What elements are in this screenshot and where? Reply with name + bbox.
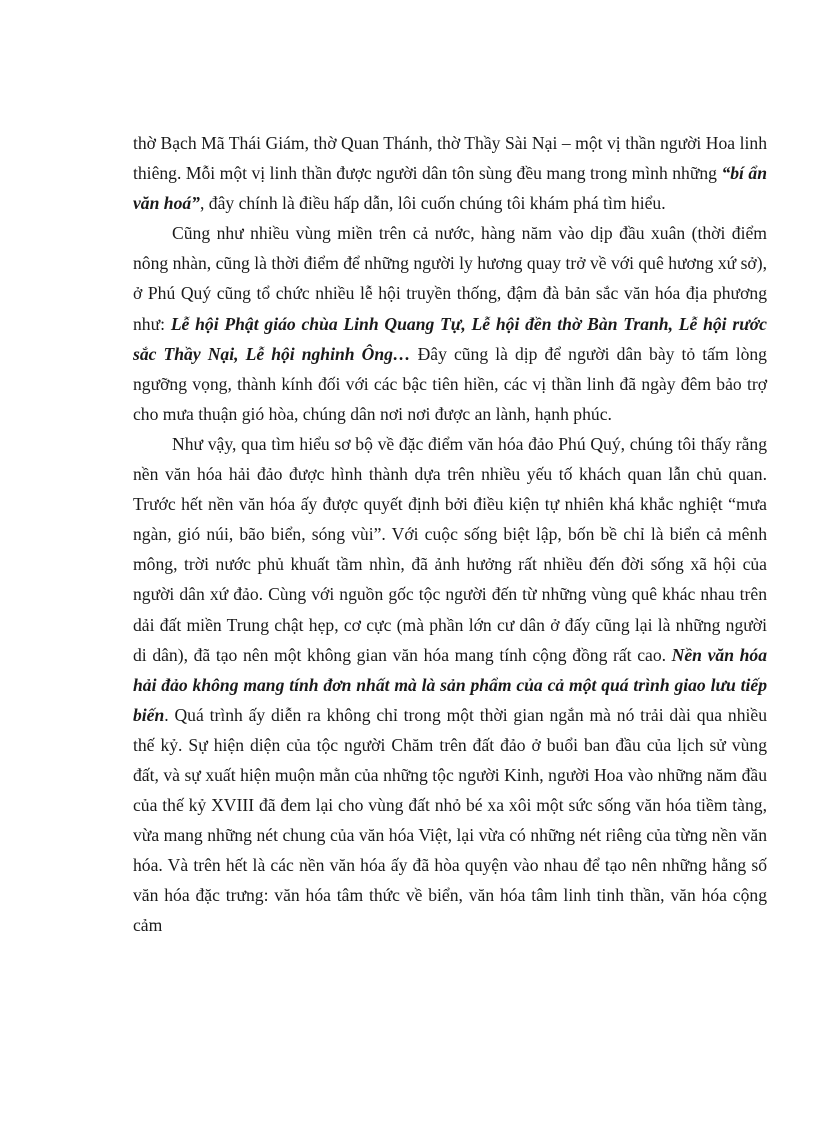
body-text (133, 128, 767, 941)
emphasis-run: “bí ẩn văn hoá” (133, 163, 767, 214)
text-run: Như vậy, qua tìm hiểu sơ bộ về đặc điểm văn hóa đảo Phú Quý, chúng tôi thấy rằng nền văn hóa hải đảo được hình thành dựa trên nhiều yếu tố khách quan lẫn chủ quan. Trước hết nền văn hóa ấy được quyết định bởi điều kiện tự nhiên khá khắc nghiệt “mưa ngàn, gió núi, bão biển, sóng vùi”. Với cuộc sống biệt lập, bốn bề chỉ là biển cả mênh mông, trời nước phủ khuất tầm nhìn, đã ảnh hưởng rất nhiều đến đời sống xã hội của người dân xứ đảo. Cùng với nguồn gốc tộc người đến từ những vùng quê khác nhau trên dải đất miền Trung chật hẹp, cơ cực (mà phần lớn cư dân ở đấy cũng lại là những người di dân), đã tạo nên một không gian văn hóa mang tính cộng đồng rất cao. (133, 433, 767, 665)
text-run: thờ Bạch Mã Thái Giám, thờ Quan Thánh, thờ Thầy Sài Nại – một vị thần người Hoa linh thiêng. Mỗi một vị linh thần được người dân tôn sùng đều mang trong mình những (133, 133, 767, 184)
text-run: Đây cũng là dịp để người dân bày tỏ tấm lòng ngưỡng vọng, thành kính đối với các bậc tiên hiền, các vị thần linh đã ngày đêm bảo trợ cho mưa thuận gió hòa, chúng dân nơi nơi được an lành, hạnh phúc. (133, 343, 767, 424)
emphasis-run: Nền văn hóa hải đảo không mang tính đơn nhất mà là sản phẩm của cả một quá trình giao lưu tiếp biến (133, 644, 767, 725)
emphasis-run: Lễ hội Phật giáo chùa Linh Quang Tự, Lễ hội đền thờ Bàn Tranh, Lễ hội rước sắc Thầy Nại, Lễ hội nghinh Ông… (133, 313, 767, 364)
paragraph-2 (133, 218, 767, 429)
text-run: . Quá trình ấy diễn ra không chỉ trong một thời gian ngắn mà nó trải dài qua nhiều thế kỷ. Sự hiện diện của tộc người Chăm trên đất đảo ở buổi ban đầu của lịch sử vùng đất, và sự xuất hiện muộn mằn của những tộc người Kinh, người Hoa vào những năm đầu của thế kỷ XVIII đã đem lại cho vùng đất nhỏ bé xa xôi một sức sống văn hóa tiềm tàng, vừa mang những nét chung của văn hóa Việt, lại vừa có những nét riêng của từng nền văn hóa. Và trên hết là các nền văn hóa ấy đã hòa quyện vào nhau để tạo nên những hằng số văn hóa đặc trưng: văn hóa tâm thức về biển, văn hóa tâm linh tinh thần, văn hóa cộng cảm (133, 704, 767, 936)
text-run: Cũng như nhiều vùng miền trên cả nước, hàng năm vào dịp đầu xuân (thời điểm nông nhàn, cũng là thời điểm để những người ly hương quay trở về với quê hương xứ sở), ở Phú Quý cũng tổ chức nhiều lễ hội truyền thống, đậm đà bản sắc văn hóa địa phương như: (133, 223, 767, 334)
paragraph-3 (133, 429, 767, 941)
text-run: , đây chính là điều hấp dẫn, lôi cuốn chúng tôi khám phá tìm hiểu. (199, 193, 666, 214)
paragraph-1 (133, 128, 767, 218)
